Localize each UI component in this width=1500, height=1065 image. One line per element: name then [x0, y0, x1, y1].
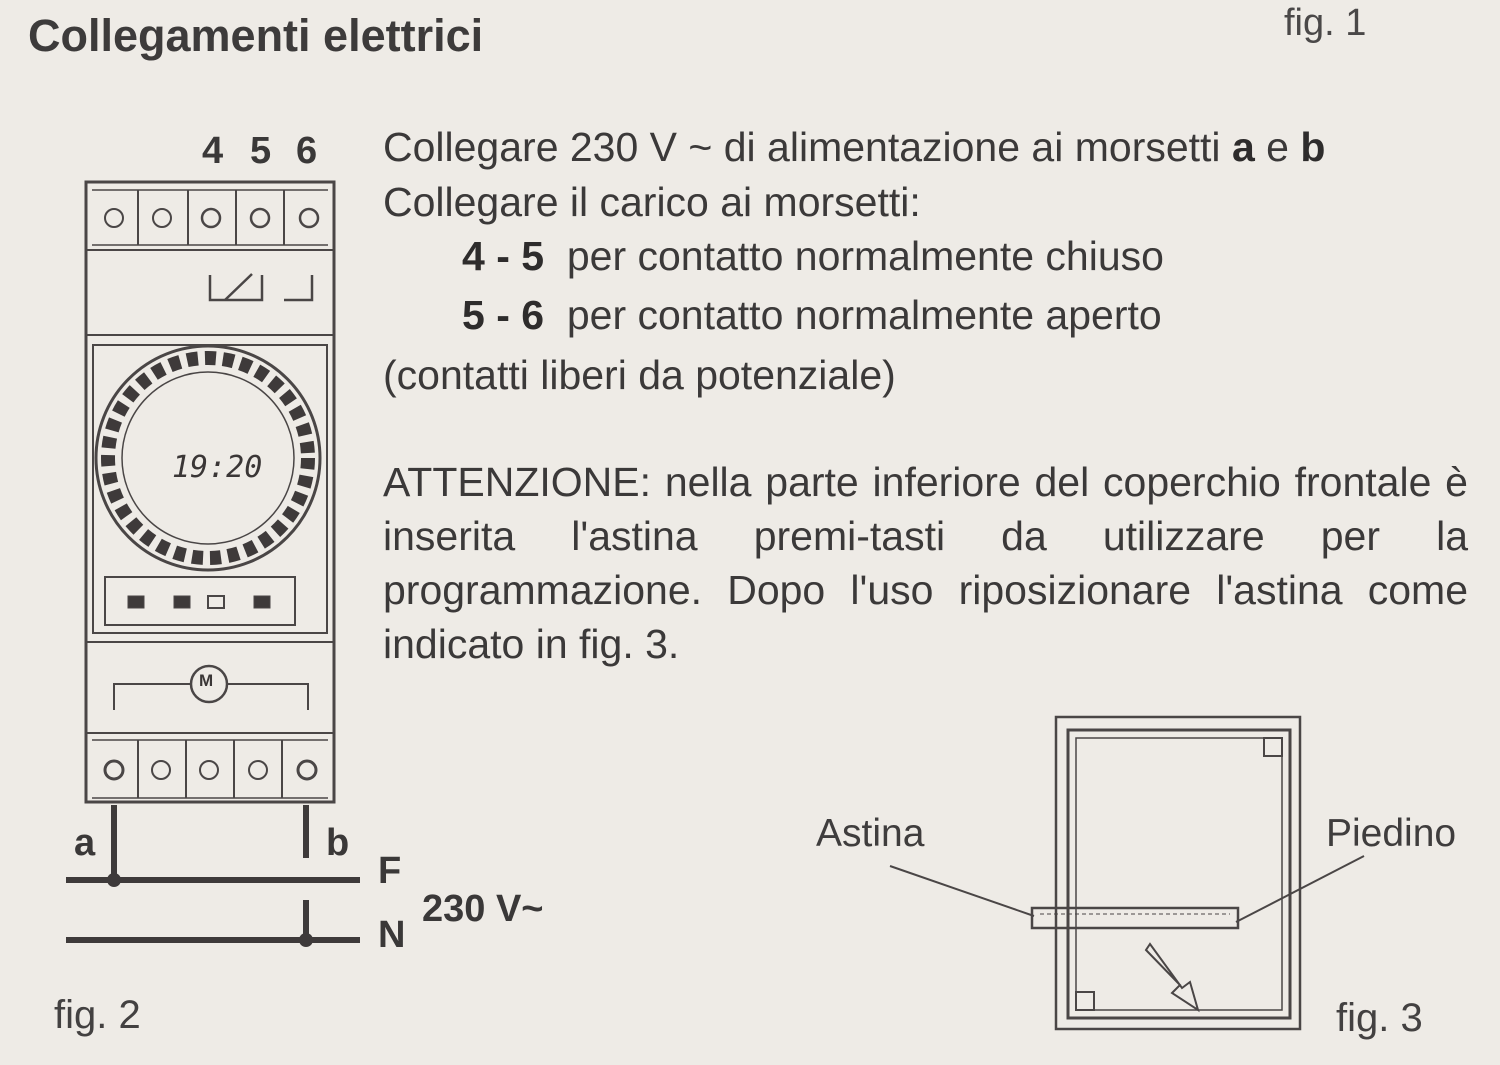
contact-no-text: per contatto normalmente aperto [566, 292, 1162, 338]
voltage-label: 230 V~ [422, 888, 544, 930]
neutral-label: N [378, 914, 406, 956]
piedino-label: Piedino [1326, 812, 1457, 855]
terminal-a-label: a [74, 822, 96, 864]
astina-rod [1032, 908, 1238, 928]
contact-nc-pins: 4 - 5 [462, 233, 545, 279]
contact-no-pins: 5 - 6 [462, 292, 545, 338]
terminal-label-4: 4 [202, 130, 224, 172]
terminal-b-label: b [326, 822, 350, 864]
fig3-label: fig. 3 [1336, 996, 1423, 1040]
phase-label: F [378, 850, 402, 892]
terminal-label-6: 6 [296, 130, 318, 172]
front-cover-drawing [890, 717, 1364, 1029]
arrow-icon [1146, 944, 1198, 1010]
contacts-note: (contatti liberi da potenziale) [383, 352, 896, 398]
instruction-line-2: Collegare il carico ai morsetti: [383, 179, 921, 225]
astina-label: Astina [816, 812, 925, 855]
clock-time-display: 19:20 [172, 450, 263, 485]
contact-nc-text: per contatto normalmente chiuso [566, 233, 1164, 279]
terminal-a-ref: a [1231, 124, 1255, 170]
page-title: Collegamenti elettrici [28, 10, 484, 61]
fig2-label: fig. 2 [54, 993, 141, 1037]
instruction-conjunction: e [1254, 124, 1301, 170]
motor-label: M [199, 671, 214, 690]
contact-no-line [462, 292, 1162, 339]
attention-paragraph: ATTENZIONE: nella parte inferiore del coperchio frontale è inserita l'astina premi-tasti da utilizzare per la programmazione. Dopo l'uso riposizionare l'astina come indicato in fig. 3. [383, 459, 1468, 667]
contact-nc-line [462, 233, 1164, 280]
terminal-b-ref: b [1300, 124, 1326, 170]
instruction-line-1 [383, 124, 1325, 171]
terminal-label-5: 5 [250, 130, 272, 172]
instruction-line-1-text: Collegare 230 V ~ di alimentazione ai morsetti [383, 124, 1232, 170]
fig1-label: fig. 1 [1284, 2, 1367, 44]
